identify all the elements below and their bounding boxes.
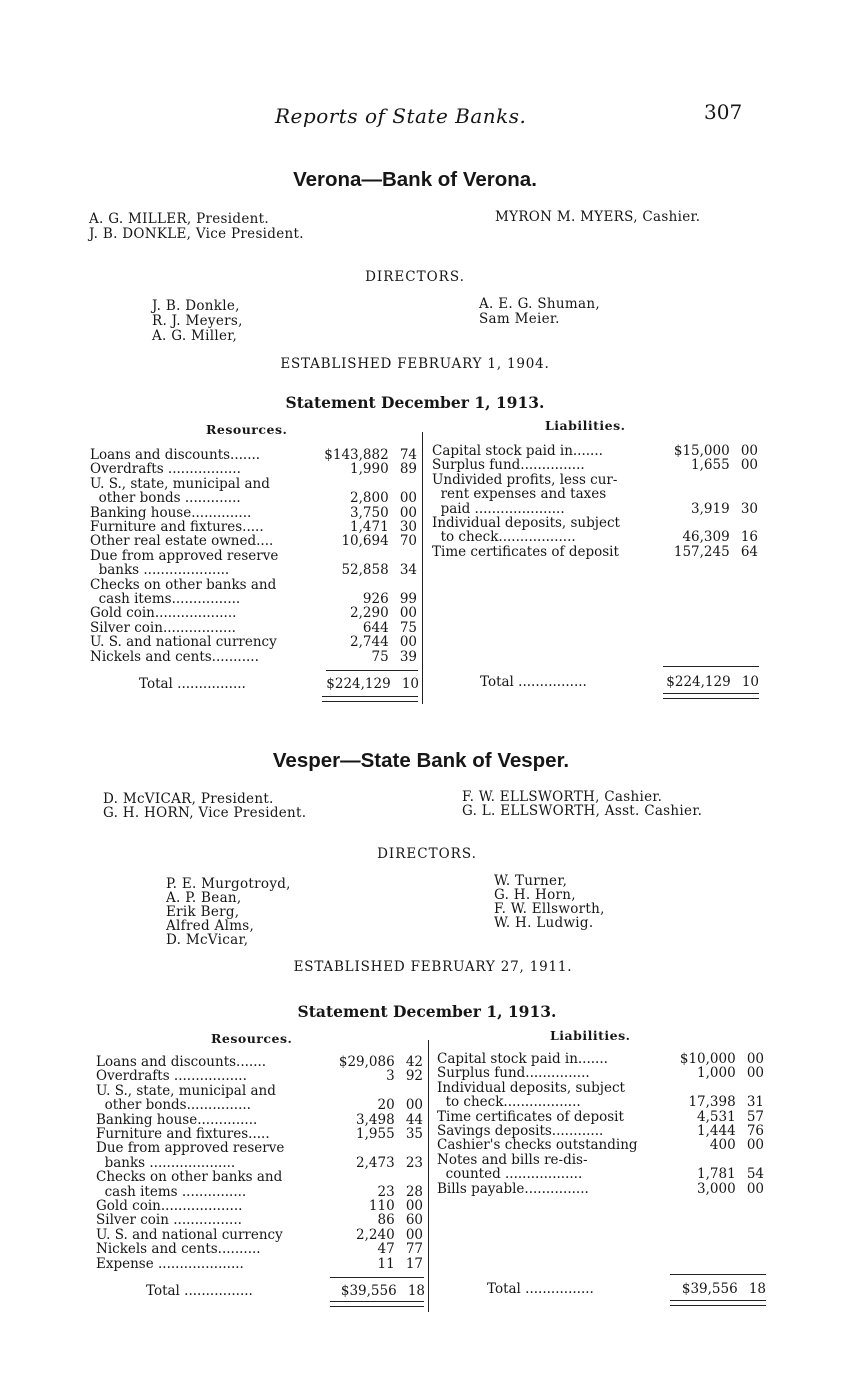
row-label: U. S., state, municipal and xyxy=(90,475,270,492)
row-label: Savings deposits............ xyxy=(437,1123,604,1139)
row-amount: 2,473 23 xyxy=(356,1154,423,1171)
row-label: Furniture and fixtures..... xyxy=(90,519,264,535)
row-label: other bonds ............. xyxy=(90,490,241,507)
column-divider xyxy=(428,1040,429,1312)
row-amount: 926 99 xyxy=(362,591,417,607)
column-divider xyxy=(422,432,423,704)
row-label: Individual deposits, subject xyxy=(432,515,620,531)
director-name: A. P. Bean, xyxy=(166,890,242,906)
officer-president: D. McVICAR, President. xyxy=(103,791,274,807)
row-label: Nickels and cents.......... xyxy=(96,1241,261,1258)
row-amount: 4,531 57 xyxy=(697,1108,764,1125)
row-label: Capital stock paid in....... xyxy=(432,443,603,459)
resources-total-double-rule xyxy=(322,696,418,702)
row-label: Surplus fund............... xyxy=(432,457,585,474)
row-label: Loans and discounts....... xyxy=(96,1054,267,1070)
row-label: Silver coin................. xyxy=(90,619,236,636)
row-label: cash items ............... xyxy=(96,1183,247,1200)
row-amount: $29,086 42 xyxy=(338,1054,423,1070)
row-amount: 1,444 76 xyxy=(697,1123,764,1139)
row-label: Due from approved reserve xyxy=(90,547,279,564)
total-label: Total ................ xyxy=(139,676,246,692)
bank-title: Verona—Bank of Verona. xyxy=(293,168,537,191)
row-label: rent expenses and taxes xyxy=(432,486,607,503)
resource-row xyxy=(90,635,417,650)
row-label: Other real estate owned.... xyxy=(90,533,274,550)
director-name: J. B. Donkle, xyxy=(152,298,240,314)
row-label: U. S., state, municipal and xyxy=(96,1082,276,1099)
row-label: U. S. and national currency xyxy=(96,1226,283,1243)
row-amount: $143,882 74 xyxy=(324,447,417,463)
row-label: paid ..................... xyxy=(432,500,565,517)
director-name: D. McVicar, xyxy=(166,932,249,948)
row-label: Undivided profits, less cur- xyxy=(432,471,618,488)
row-label: other bonds............... xyxy=(96,1097,251,1114)
total-amount: $224,129 10 xyxy=(326,676,419,692)
row-label: Nickels and cents........... xyxy=(90,648,259,665)
row-label: Silver coin ................ xyxy=(96,1212,242,1229)
row-amount: 1,000 00 xyxy=(697,1065,764,1082)
established-date: ESTABLISHED FEBRUARY 27, 1911. xyxy=(293,959,573,975)
row-amount: 3,750 00 xyxy=(350,504,417,521)
row-amount: 75 39 xyxy=(371,648,417,665)
directors-heading: DIRECTORS. xyxy=(365,269,465,285)
resources-total-row xyxy=(139,677,419,692)
row-amount: 52,858 34 xyxy=(341,562,417,579)
liability-row xyxy=(437,1182,764,1197)
liabilities-heading: Liabilities. xyxy=(550,1028,631,1043)
director-name: F. W. Ellsworth, xyxy=(494,901,605,917)
row-label: Cashier's checks outstanding xyxy=(437,1137,638,1154)
row-amount: 2,290 00 xyxy=(350,605,417,622)
resources-heading: Resources. xyxy=(211,1031,293,1046)
liabilities-total-rule xyxy=(663,666,759,667)
row-amount: 3,498 44 xyxy=(356,1111,423,1128)
row-amount: 3,000 00 xyxy=(697,1180,764,1197)
resource-row xyxy=(90,650,417,665)
total-amount: $224,129 10 xyxy=(666,674,759,690)
row-amount: 1,781 54 xyxy=(697,1166,764,1183)
liabilities-total-rule xyxy=(670,1274,766,1275)
row-label: Surplus fund............... xyxy=(437,1065,590,1082)
row-label: banks .................... xyxy=(90,562,230,579)
total-label: Total ................ xyxy=(487,1281,594,1297)
row-amount: 3 92 xyxy=(386,1068,423,1085)
resources-total-row xyxy=(146,1284,425,1299)
row-amount: $15,000 00 xyxy=(673,443,758,459)
row-label: U. S. and national currency xyxy=(90,634,277,651)
row-amount: 157,245 64 xyxy=(673,543,758,560)
row-label: banks .................... xyxy=(96,1154,236,1171)
officer-vice-president: J. B. DONKLE, Vice President. xyxy=(89,226,304,242)
row-label: Notes and bills re-dis- xyxy=(437,1151,588,1168)
resources-total-rule xyxy=(330,1277,424,1278)
resource-row xyxy=(90,563,417,578)
row-amount: 1,471 30 xyxy=(350,519,417,535)
row-amount: 23 28 xyxy=(377,1183,423,1200)
statement-title: Statement December 1, 1913. xyxy=(285,393,545,412)
row-amount: 2,744 00 xyxy=(350,634,417,651)
total-label: Total ................ xyxy=(480,674,587,690)
running-title: Reports of State Banks. xyxy=(275,104,527,128)
row-amount: 110 00 xyxy=(368,1198,423,1214)
resources-total-rule xyxy=(326,670,418,671)
total-label: Total ................ xyxy=(146,1283,253,1299)
row-label: Time certificates of deposit xyxy=(437,1108,624,1125)
row-amount: 1,655 00 xyxy=(691,457,758,474)
director-name: Erik Berg, xyxy=(166,904,240,920)
row-label: Gold coin................... xyxy=(90,605,237,622)
row-label: Furniture and fixtures..... xyxy=(96,1126,270,1142)
row-label: Overdrafts ................. xyxy=(96,1068,247,1085)
director-name: W. Turner, xyxy=(494,873,568,889)
row-amount: 17,398 31 xyxy=(688,1094,764,1111)
row-amount: 644 75 xyxy=(362,619,417,636)
liabilities-total-double-rule xyxy=(663,693,759,699)
row-label: Banking house.............. xyxy=(90,504,252,521)
director-name: W. H. Ludwig. xyxy=(494,915,594,931)
row-label: counted .................. xyxy=(437,1166,583,1183)
liabilities-total-double-rule xyxy=(670,1300,766,1306)
resource-row xyxy=(96,1170,423,1185)
director-name: Alfred Alms, xyxy=(166,918,255,934)
director-name: Sam Meier. xyxy=(479,311,560,327)
resources-heading: Resources. xyxy=(206,422,288,437)
row-label: Bills payable............... xyxy=(437,1180,589,1197)
resources-total-double-rule xyxy=(330,1301,424,1307)
page-number: 307 xyxy=(704,100,743,124)
liabilities-heading: Liabilities. xyxy=(545,418,626,433)
row-label: Individual deposits, subject xyxy=(437,1079,625,1096)
resource-row xyxy=(96,1242,423,1257)
row-label: Due from approved reserve xyxy=(96,1140,285,1157)
officer-cashier: MYRON M. MYERS, Cashier. xyxy=(495,209,701,225)
row-label: Overdrafts ................. xyxy=(90,461,241,478)
row-label: Checks on other banks and xyxy=(90,576,277,593)
director-name: R. J. Meyers, xyxy=(152,313,243,329)
row-label: cash items................ xyxy=(90,591,241,607)
row-label: to check.................. xyxy=(437,1094,581,1111)
bank-title: Vesper—State Bank of Vesper. xyxy=(272,749,570,772)
directors-heading: DIRECTORS. xyxy=(377,846,477,862)
officer-vice-president: G. H. HORN, Vice President. xyxy=(103,805,307,821)
row-label: Capital stock paid in....... xyxy=(437,1051,608,1067)
statement-title: Statement December 1, 1913. xyxy=(297,1002,557,1021)
resource-row xyxy=(96,1257,423,1272)
liabilities-total-row xyxy=(487,1282,766,1297)
row-amount: 3,919 30 xyxy=(691,500,758,517)
row-amount: 10,694 70 xyxy=(341,533,417,550)
director-name: P. E. Murgotroyd, xyxy=(166,876,291,892)
liabilities-total-row xyxy=(480,675,759,690)
total-amount: $39,556 18 xyxy=(681,1281,766,1297)
officer-cashier: F. W. ELLSWORTH, Cashier. xyxy=(462,789,663,805)
director-name: A. E. G. Shuman, xyxy=(479,296,600,312)
officer-asst-cashier: G. L. ELLSWORTH, Asst. Cashier. xyxy=(462,803,703,819)
row-amount: 1,990 89 xyxy=(350,461,417,478)
row-label: to check.................. xyxy=(432,529,576,546)
director-name: G. H. Horn, xyxy=(494,887,576,903)
established-date: ESTABLISHED FEBRUARY 1, 1904. xyxy=(280,356,550,372)
liability-row xyxy=(432,545,758,560)
row-amount: 46,309 16 xyxy=(682,529,758,546)
row-amount: 20 00 xyxy=(377,1097,423,1114)
director-name: A. G. Miller, xyxy=(152,328,238,344)
row-amount: 86 60 xyxy=(377,1212,423,1229)
row-amount: $10,000 00 xyxy=(679,1051,764,1067)
row-label: Banking house.............. xyxy=(96,1111,258,1128)
page-header xyxy=(0,100,867,130)
row-amount: 47 77 xyxy=(377,1241,423,1258)
row-label: Time certificates of deposit xyxy=(432,543,619,560)
officer-president: A. G. MILLER, President. xyxy=(89,211,269,227)
row-amount: 1,955 35 xyxy=(356,1126,423,1142)
total-amount: $39,556 18 xyxy=(340,1283,425,1299)
row-amount: 2,800 00 xyxy=(350,490,417,507)
row-amount: 400 00 xyxy=(709,1137,764,1154)
row-amount: 2,240 00 xyxy=(356,1226,423,1243)
row-label: Gold coin................... xyxy=(96,1198,243,1214)
row-label: Loans and discounts....... xyxy=(90,447,261,463)
row-label: Expense .................... xyxy=(96,1255,244,1272)
row-label: Checks on other banks and xyxy=(96,1169,283,1186)
row-amount: 11 17 xyxy=(377,1255,423,1272)
